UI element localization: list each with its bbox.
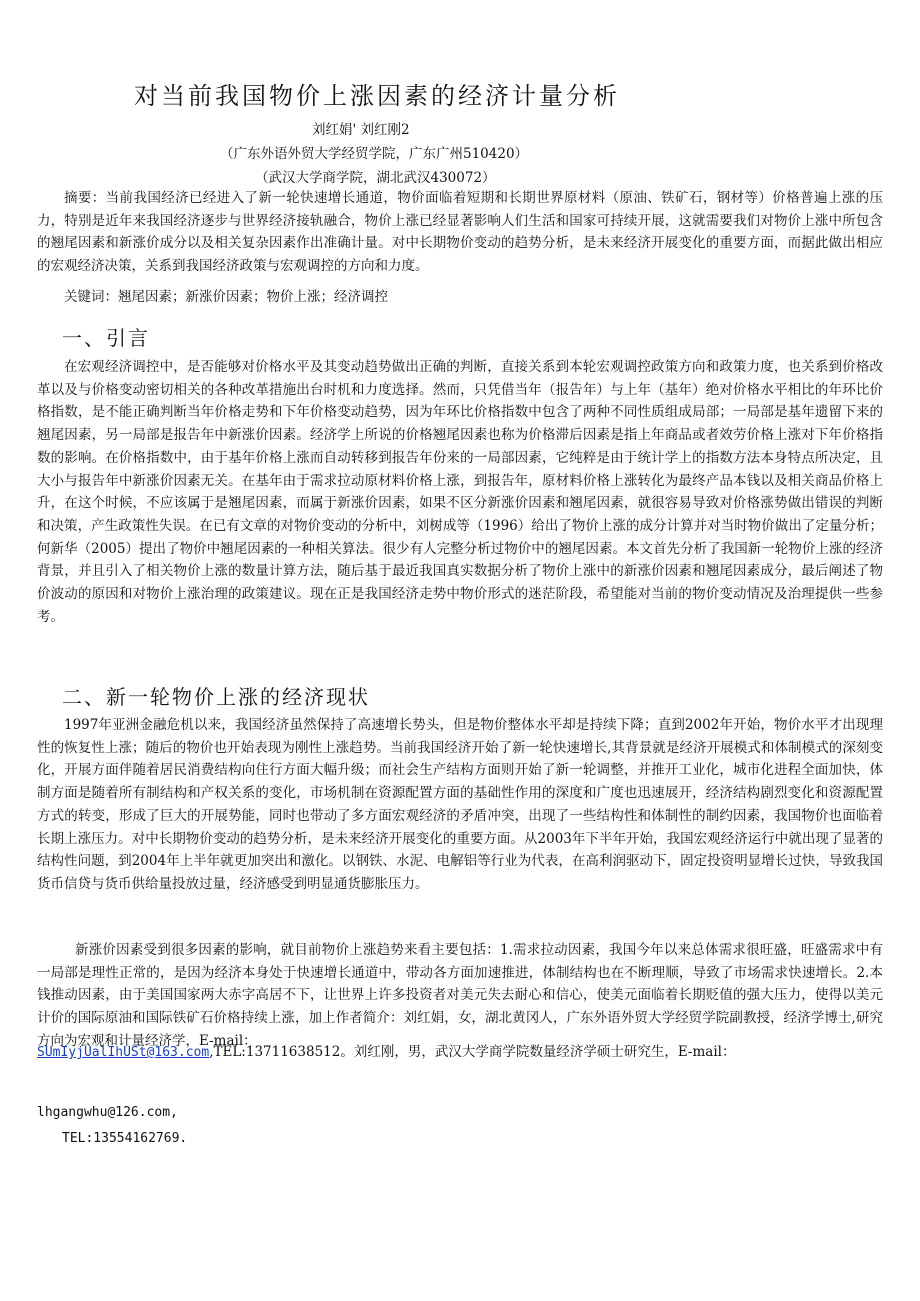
affiliation-1: （广东外语外贸大学经贸学院，广东广州510420）	[220, 146, 529, 162]
body-paragraph: 在宏观经济调控中，是否能够对价格水平及其变动趋势做出正确的判断，直接关系到本轮宏观调控政策方向和政策力度，也关系到价格改革以及与价格变动密切相关的各种改革措施出台时机和力度选择。然而，只凭借当年（报告年）与上年（基年）绝对价格水平相比的年环比价格指数，是不能正确判断当年价格走势和下年价格变动趋势，因为年环比价格指数中包含了两种不同性质组成局部；一局部是基年遗留下来的翘尾因素，另一局部是报告年中新涨价因素。经济学上所说的价格翘尾因素也称为价格滞后因素是指上年商品或者效劳价格上涨对下年价格指数的影响。在价格指数中，由于基年价格上涨而自动转移到报告年份来的一局部因素，它纯粹是由于统计学上的指数方法本身特点所决定，且大小与报告年中新涨价因素无关。在基年由于需求拉动原材料价格上涨，到报告年，原材料价格上涨转化为最终产品本钱以及相关商品价格上升，在这个时候，不应该属于是翘尾因素，而属于新涨价因素，如果不区分新涨价因素和翘尾因素，就很容易导致对价格涨势做出错误的判断和决策，产生政策性失误。在已有文章的对物价变动的分析中，刘树成等（1996）给出了物价上涨的成分计算并对当时物价做出了定量分析；何新华（2005）提出了物价中翘尾因素的一种相关算法。很少有人完整分析过物价中的翘尾因素。本文首先分析了我国新一轮物价上涨的经济背景，并且引入了相关物价上涨的数量计算方法，随后基于最近我国真实数据分析了物价上涨中的新涨价因素和翘尾因素成分，最后阐述了物价波动的原因和对物价上涨治理的政策建议。现在正是我国经济走势中物价形式的迷茫阶段，希望能对当前的物价变动情况及治理提供一些参考。	[37, 359, 883, 625]
keywords: 关键词：翘尾因素；新涨价因素；物价上涨；经济调控	[64, 289, 388, 305]
abstract: 摘要：当前我国经济已经进入了新一轮快速增长通道，物价面临着短期和长期世界原材料（原油、铁矿石，钢材等）价格普遍上涨的压力，特别是近年来我国经济逐步与世界经济接轨融合，物价上涨已经显著影响人们生活和国家可持续开展，这就需要我们对物价上涨中所包含的翘尾因素和新涨价成分以及相关复杂因素作出准确计量。对中长期物价变动的趋势分析，是未来经济开展变化的重要方面，而据此做出相应的宏观经济决策，关系到我国经济政策与宏观调控的方向和力度。	[37, 190, 883, 275]
second-phone: TEL:13554162769.	[62, 1131, 188, 1146]
author-contact-line	[37, 1040, 735, 1060]
email-link[interactable]: SUmIyjUalIhUSt@163.com	[37, 1045, 210, 1060]
contact-text: ,TEL:13711638512。刘红刚，男，武汉大学商学院数量经济学硕士研究生，E-mail：	[209, 1044, 736, 1060]
paper-title: 对当前我国物价上涨因素的经济计量分析	[134, 82, 620, 110]
section-heading-economic-status: 二、新一轮物价上涨的经济现状	[62, 685, 370, 709]
affiliation-2: （武汉大学商学院，湖北武汉430072）	[255, 170, 496, 186]
second-email: lhgangwhu@126.com,	[37, 1105, 178, 1120]
body-paragraph: 新涨价因素受到很多因素的影响，就目前物价上涨趋势来看主要包括：1.需求拉动因素，我国今年以来总体需求很旺盛，旺盛需求中有一局部是理性正常的，是因为经济本身处于快速增长通道中，带动各方面加速推进，体制结构也在不断理顺，导致了市场需求快速增长。2.本钱推动因素，由于美国国家两大赤字高居不下，让世界上许多投资者对美元失去耐心和信心，使美元面临着长期贬值的强大压力，使得以美元计价的国际原油和国际铁矿石价格持续上涨，加上作者简介：刘红娟，女，湖北黄冈人，广东外语外贸大学经贸学院副教授，经济学博士,研究方向为宏观和计量经济学，E-mail：	[37, 942, 883, 1049]
author-line: 刘红娟' 刘红刚2	[312, 122, 410, 138]
section-heading-intro: 一、引言	[62, 326, 150, 350]
body-paragraph: 1997年亚洲金融危机以来，我国经济虽然保持了高速增长势头，但是物价整体水平却是持续下降；直到2002年开始，物价水平才出现理性的恢复性上涨；随后的物价也开始表现为刚性上涨趋势。当前我国经济开始了新一轮快速增长,其背景就是经济开展模式和体制模式的深刻变化，开展方面伴随着居民消费结构向住行方面大幅升级；而社会生产结构方面则开始了新一轮调整，并推开工业化，城市化进程全面加快，体制方面是随着所有制结构和产权关系的变化，市场机制在资源配置方面的基础性作用的深度和广度也迅速展开，经济结构剧烈变化和资源配置方式的转变，形成了巨大的开展势能，同时也带动了多方面宏观经济的矛盾冲突，出现了一些结构性和体制性的制约因素，我国物价也面临着长期上涨压力。对中长期物价变动的趋势分析，是未来经济开展变化的重要方面。从2003年下半年开始，我国宏观经济运行中就出现了显著的结构性问题，到2004年上半年就更加突出和激化。以钢铁、水泥、电解铝等行业为代表，在高利润驱动下，固定投资明显增长过快，导致我国货币信贷与货币供给量投放过量，经济感受到明显通货膨胀压力。	[37, 717, 883, 892]
